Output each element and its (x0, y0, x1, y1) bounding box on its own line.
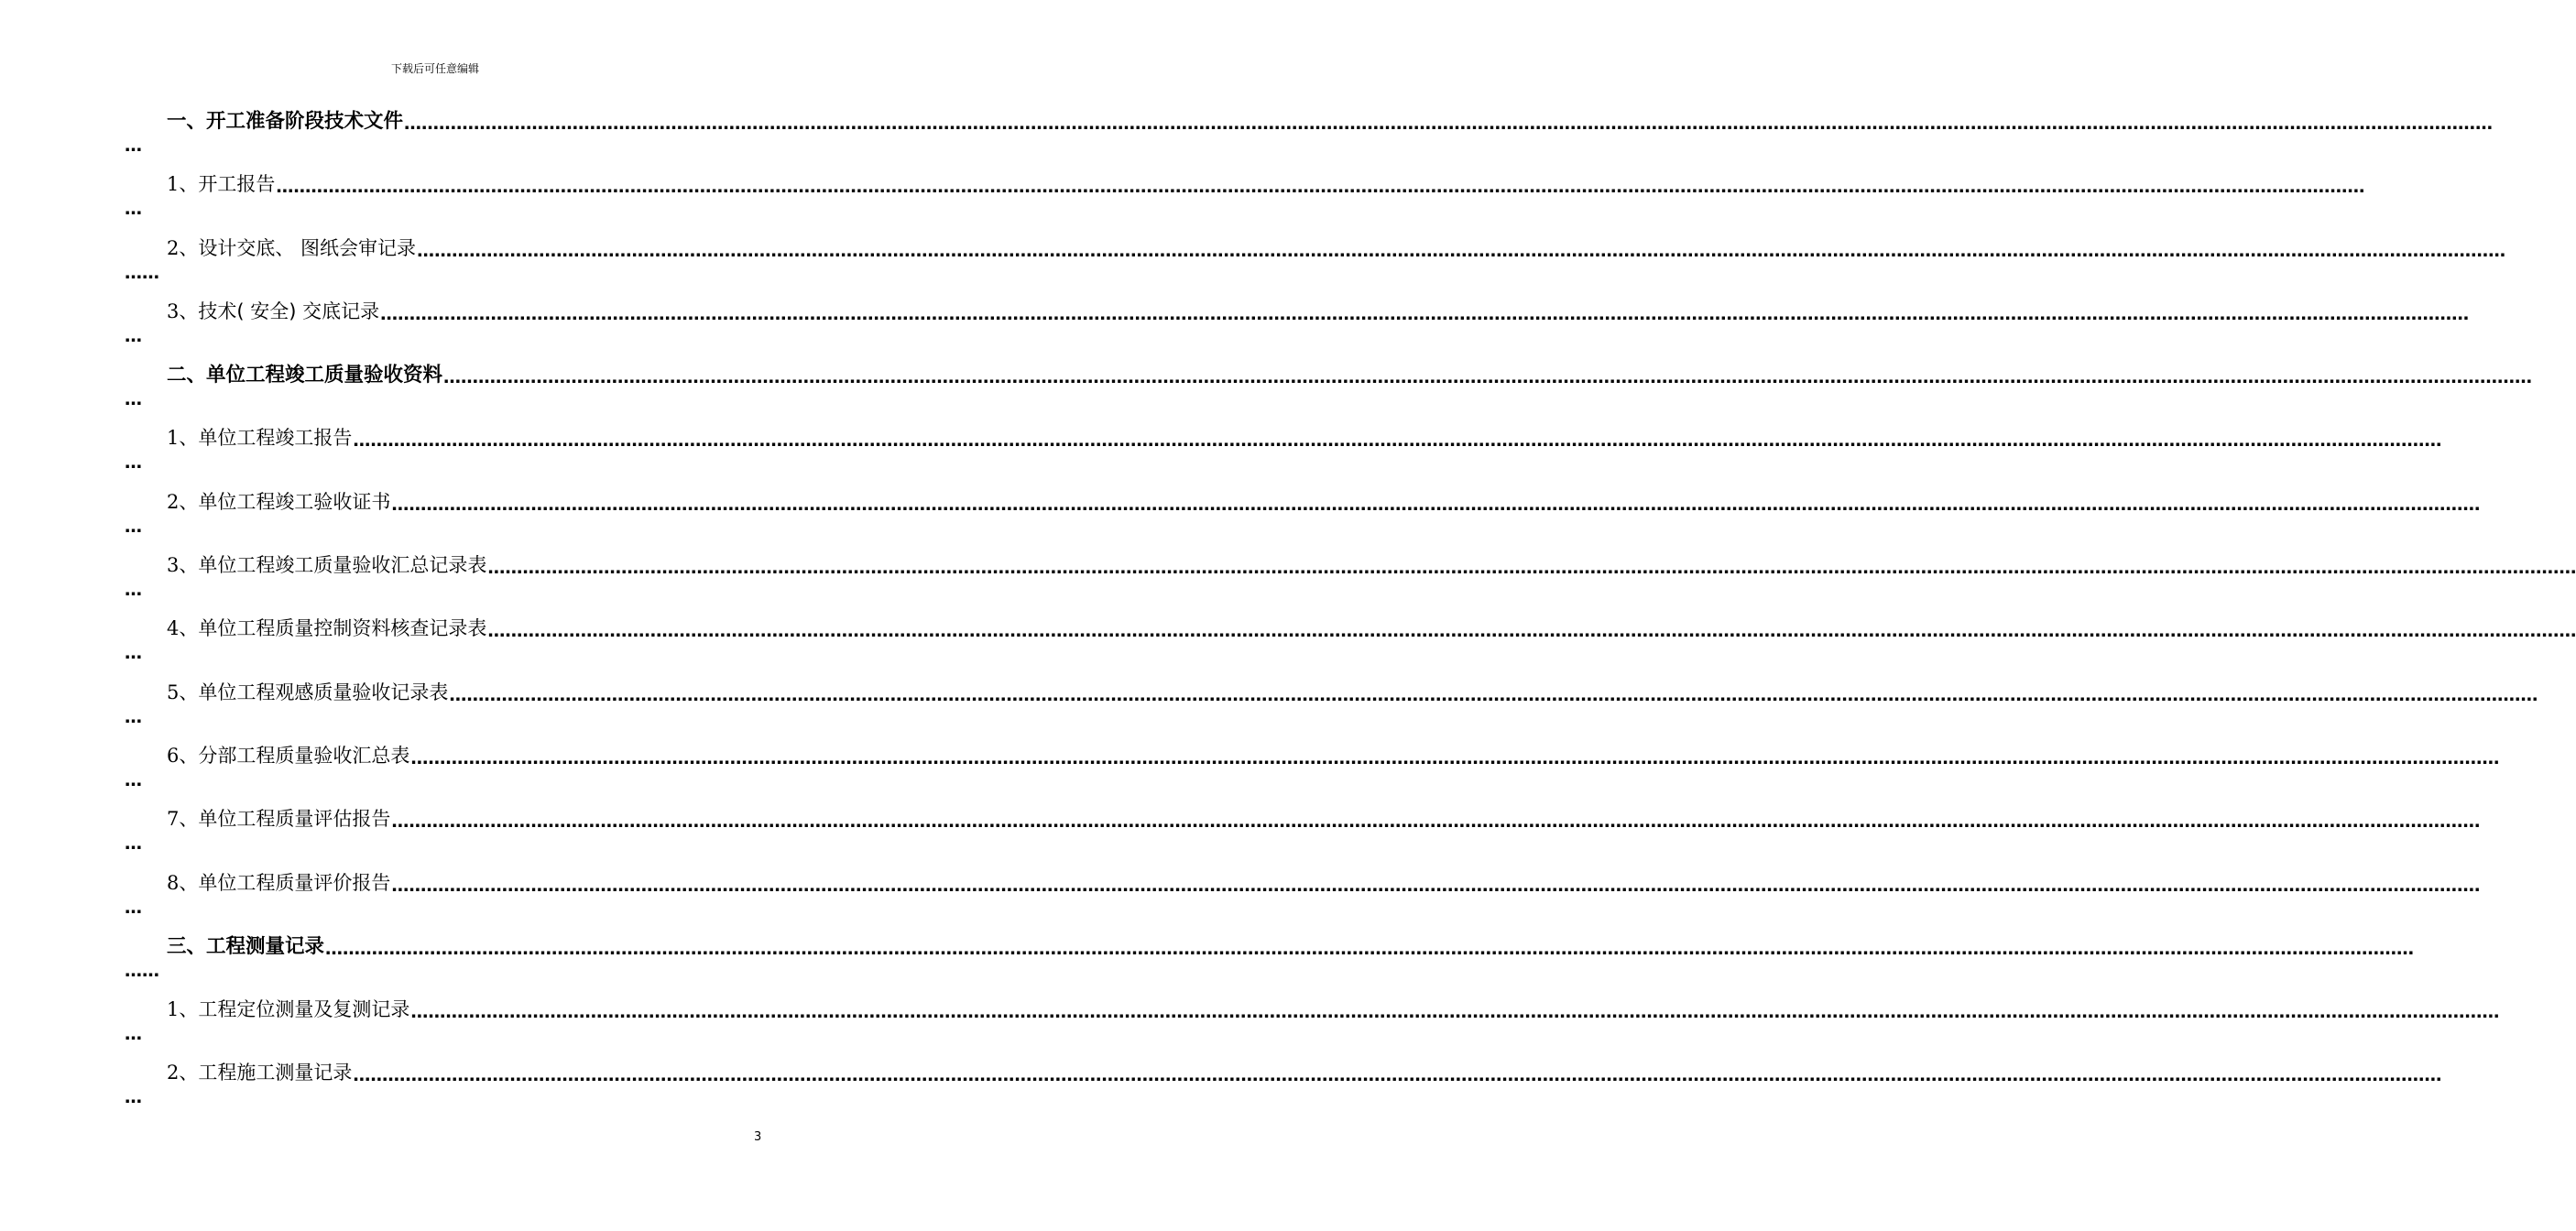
toc-entry-title: 工程测量记录 (206, 934, 325, 958)
toc-entry-line (0, 797, 2481, 833)
toc-entry-number: 7、 (167, 808, 199, 831)
toc-entry-number: 2、 (167, 490, 199, 513)
toc-entry-title: 开工报告 (198, 173, 276, 196)
toc-dot-leader: ……………………………………………………………………………………………………………………………………………………………………………………………………………………………………………………………………………………………………………………………… (487, 621, 2576, 642)
toc-dot-leader: ……………………………………………………………………………………………………………………………………………………………………………………………………………………………………………………………………………………………………………………………… (380, 303, 2470, 324)
toc-item-entry (0, 670, 2538, 734)
toc-entry-line (0, 416, 2442, 452)
toc-entry-title: 单位工程竣工质量验收资料 (206, 364, 443, 387)
toc-entry-line (0, 162, 2365, 198)
toc-entry-line (0, 734, 2500, 768)
toc-entry-line (0, 606, 2576, 642)
toc-dot-leader-continuation: … (125, 769, 142, 790)
toc-dot-leader: ……………………………………………………………………………………………………………………………………………………………………………………………………………………………………………………………………………………………………………………………… (391, 875, 2481, 896)
toc-entry-line (0, 480, 2481, 515)
toc-section-entry (0, 924, 2415, 987)
toc-dot-leader: ……………………………………………………………………………………………………………………………………………………………………………………………………………………………………………………………………………………………………………………………… (443, 367, 2533, 388)
toc-entry-line (0, 924, 2415, 959)
table-of-contents (0, 99, 2576, 1115)
toc-entry-title: 单位工程观感质量验收记录表 (198, 681, 449, 703)
toc-item-entry (0, 480, 2481, 543)
toc-entry-number: 5、 (167, 681, 199, 703)
toc-entry-line (0, 1051, 2442, 1086)
toc-entry-line (0, 670, 2538, 705)
toc-item-entry (0, 1051, 2442, 1114)
toc-item-entry (0, 416, 2442, 479)
toc-entry-title: 工程定位测量及复测记录 (198, 998, 410, 1021)
toc-entry-line (0, 987, 2500, 1023)
toc-dot-leader: ……………………………………………………………………………………………………………………………………………………………………………………………………………………………………………………………………………………………………………………………… (449, 684, 2538, 705)
toc-entry-title: 单位工程质量评估报告 (198, 808, 391, 831)
toc-dot-leader-continuation: … (125, 516, 142, 537)
toc-section-entry (0, 99, 2494, 162)
toc-dot-leader: ……………………………………………………………………………………………………………………………………………………………………………………………………………………………………………………………………………………………………………………………… (487, 558, 2576, 579)
toc-entry-title: 工程施工测量记录 (198, 1062, 353, 1084)
toc-dot-leader-continuation: … (125, 389, 142, 410)
toc-entry-number: 1、 (167, 427, 199, 450)
toc-dot-leader-continuation: … (125, 452, 142, 474)
toc-dot-leader-continuation: …… (125, 262, 159, 283)
toc-item-entry (0, 734, 2500, 797)
toc-entry-line (0, 861, 2481, 896)
toc-dot-leader: ……………………………………………………………………………………………………………………………………………………………………………………………………………………………………………………………………………………………………………………………… (276, 177, 2365, 198)
toc-entry-number: 一、 (167, 110, 207, 133)
toc-entry-title: 单位工程竣工验收证书 (198, 490, 391, 513)
toc-dot-leader-continuation: … (125, 325, 142, 346)
toc-item-entry (0, 289, 2470, 353)
toc-entry-title: 单位工程质量控制资料核查记录表 (198, 617, 487, 640)
toc-dot-leader: ……………………………………………………………………………………………………………………………………………………………………………………………………………………………………………………………………………………………………………………………… (417, 240, 2506, 261)
toc-dot-leader-continuation: … (125, 199, 142, 220)
toc-entry-number: 6、 (167, 744, 199, 767)
toc-entry-number: 三、 (167, 934, 207, 958)
toc-dot-leader-continuation: … (125, 580, 142, 601)
toc-entry-title: 单位工程质量评价报告 (198, 871, 391, 894)
toc-entry-number: 二、 (167, 364, 207, 387)
toc-dot-leader-continuation: … (125, 1087, 142, 1108)
toc-entry-title: 设计交底、 图纸会审记录 (198, 236, 417, 259)
toc-dot-leader: ……………………………………………………………………………………………………………………………………………………………………………………………………………………………………………………………………………………………………………………………… (410, 747, 2500, 768)
toc-item-entry (0, 226, 2506, 289)
toc-entry-line (0, 353, 2533, 388)
toc-item-entry (0, 797, 2481, 860)
toc-item-entry (0, 987, 2500, 1051)
toc-entry-title: 单位工程竣工报告 (198, 427, 353, 450)
toc-dot-leader-continuation: … (125, 643, 142, 664)
toc-item-entry (0, 861, 2481, 924)
toc-entry-number: 3、 (167, 300, 199, 322)
toc-entry-title: 技术( 安全) 交底记录 (198, 300, 380, 322)
toc-entry-number: 2、 (167, 1062, 199, 1084)
header-note: 下载后可任意编辑 (390, 62, 479, 75)
toc-dot-leader: ……………………………………………………………………………………………………………………………………………………………………………………………………………………………………………………………………………………………………………………………… (410, 1002, 2500, 1023)
toc-entry-line (0, 289, 2470, 324)
toc-dot-leader-continuation: … (125, 833, 142, 855)
page-number: 3 (754, 1130, 762, 1144)
toc-dot-leader: ……………………………………………………………………………………………………………………………………………………………………………………………………………………………………………………………………………………………………………………………… (391, 494, 2481, 515)
toc-dot-leader: ……………………………………………………………………………………………………………………………………………………………………………………………………………………………………………………………………………………………………………………………… (353, 1065, 2442, 1086)
toc-item-entry (0, 606, 2576, 670)
toc-entry-line (0, 543, 2576, 579)
toc-section-entry (0, 353, 2533, 416)
toc-entry-number: 8、 (167, 871, 199, 894)
toc-entry-title: 分部工程质量验收汇总表 (198, 744, 410, 767)
toc-dot-leader-continuation: … (125, 897, 142, 918)
toc-dot-leader: ……………………………………………………………………………………………………………………………………………………………………………………………………………………………………………………………………………………………………………………………… (391, 812, 2481, 833)
toc-entry-number: 4、 (167, 617, 199, 640)
toc-dot-leader-continuation: … (125, 1024, 142, 1045)
toc-dot-leader: ……………………………………………………………………………………………………………………………………………………………………………………………………………………………………………………………………………………………………………………………… (404, 114, 2494, 134)
toc-entry-title: 开工准备阶段技术文件 (206, 110, 404, 133)
toc-entry-title: 单位工程竣工质量验收汇总记录表 (198, 554, 487, 577)
toc-entry-line (0, 99, 2494, 134)
toc-dot-leader-continuation: …… (125, 960, 159, 981)
toc-entry-number: 1、 (167, 173, 199, 196)
toc-dot-leader: ……………………………………………………………………………………………………………………………………………………………………………………………………………………………………………………………………………………………………………………………… (325, 938, 2415, 959)
toc-entry-number: 3、 (167, 554, 199, 577)
toc-item-entry (0, 543, 2576, 606)
toc-entry-number: 2、 (167, 236, 199, 259)
toc-dot-leader: ……………………………………………………………………………………………………………………………………………………………………………………………………………………………………………………………………………………………………………………………… (353, 430, 2442, 452)
toc-entry-number: 1、 (167, 998, 199, 1021)
toc-entry-line (0, 226, 2506, 261)
toc-item-entry (0, 162, 2365, 225)
toc-dot-leader-continuation: … (125, 136, 142, 156)
toc-dot-leader-continuation: … (125, 706, 142, 727)
